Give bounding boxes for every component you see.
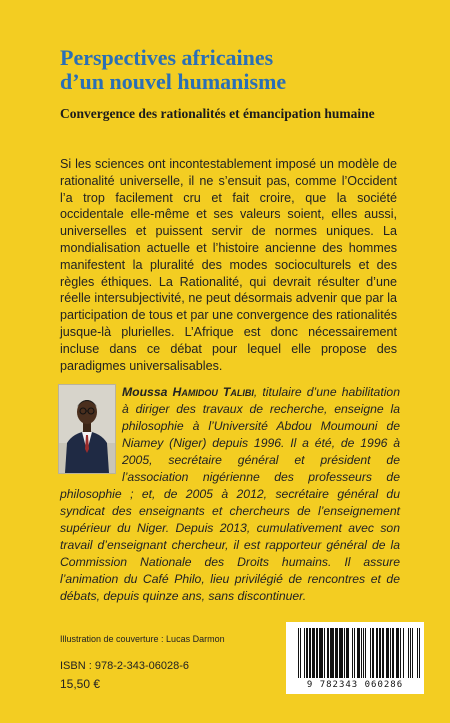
barcode-bar: [316, 628, 317, 678]
barcode-bar: [339, 628, 340, 678]
barcode-bar: [419, 628, 420, 678]
barcode-bar: [376, 628, 377, 678]
barcode-bar: [410, 628, 411, 678]
author-name: [122, 385, 254, 399]
barcode-bar: [330, 628, 331, 678]
book-subtitle: Convergence des rationalités et émancipation humaine: [60, 106, 375, 121]
barcode-bar: [317, 628, 318, 678]
barcode-bar: [342, 628, 343, 678]
barcode-bar: [346, 628, 347, 678]
barcode-bar: [386, 628, 387, 678]
barcode-bar: [380, 628, 381, 678]
barcode-bar: [306, 628, 307, 678]
barcode-bar: [383, 628, 384, 678]
barcode-bar: [388, 628, 389, 678]
barcode-bar: [400, 628, 401, 678]
barcode-bar: [312, 628, 313, 678]
barcode-bar: [363, 628, 364, 678]
barcode: [286, 622, 424, 694]
barcode-bar: [393, 628, 394, 678]
barcode-bar: [337, 628, 338, 678]
barcode-bar: [370, 628, 371, 678]
barcode-bar: [396, 628, 397, 678]
barcode-bar: [320, 628, 321, 678]
barcode-bar: [332, 628, 333, 678]
barcode-bar: [357, 628, 358, 678]
barcode-bar: [382, 628, 383, 678]
barcode-bar: [341, 628, 342, 678]
isbn: ISBN : 978-2-343-06028-6: [60, 660, 190, 672]
barcode-bar: [347, 628, 348, 678]
barcode-bar: [319, 628, 320, 678]
barcode-bar: [392, 628, 393, 678]
barcode-bar: [365, 628, 366, 678]
barcode-bar: [398, 628, 399, 678]
summary-text: [60, 156, 397, 374]
barcode-bar: [348, 628, 349, 678]
barcode-bar: [397, 628, 398, 678]
barcode-bar: [298, 628, 299, 678]
book-title-line-1: Perspectives africaines: [60, 45, 274, 70]
barcode-bar: [300, 628, 301, 678]
barcode-bar: [408, 628, 409, 678]
barcode-bar: [328, 628, 329, 678]
barcode-bar: [322, 628, 323, 678]
barcode-bar: [309, 628, 310, 678]
barcode-bar: [354, 628, 355, 678]
barcode-bar: [403, 628, 404, 678]
barcode-bar: [372, 628, 373, 678]
barcode-bar: [340, 628, 341, 678]
barcode-bar: [344, 628, 345, 678]
barcode-bar: [361, 628, 362, 678]
barcode-bar: [373, 628, 374, 678]
barcode-bar: [335, 628, 336, 678]
barcode-bar: [359, 628, 360, 678]
barcode-bar: [387, 628, 388, 678]
barcode-bar: [417, 628, 418, 678]
barcode-bar: [310, 628, 311, 678]
barcode-bar: [352, 628, 353, 678]
summary-paragraph: Si les sciences ont incontestablement imposé un modèle de rationalité universelle, il ne s’ensuit pas, comme l’Occident l’a trop facilement cru et fait croire, que la société occidentale elle-même et ses valeurs soient, elles aussi, universelles et puissent servir de normes uniques. La mondialisation actuelle et l’histoire ancienne des hommes manifestent la pluralité des modes socioculturels et des règles éthiques. La Rationalité, qui devrait résulter d’une réelle intersubjectivité, ne peut désormais advenir que par la participation de tous et par une convergence des rationalités jusque-là plurielles. L’Afrique est donc nécessairement incluse dans ce débat pour lequel elle propose des paradigmes universalisables.: [60, 157, 397, 373]
barcode-bar: [313, 628, 314, 678]
author-bio-text: , titulaire d’une habilitation à diriger des travaux de recherche, enseigne la philosophie à l’Université Abdou Moumouni de Niamey (Niger) depuis 1996. Il a été, de 1996 à 2005, secrétaire général et président de l’association nigérienne des professeurs de philosophie ; et, de 2005 à 2012, secrétaire général du syndicat des enseignants et chercheurs de l’enseignement supérieur du Niger. Depuis 2013, cumulativement avec son travail d’enseignant chercheur, il est rapporteur général de la Commission Nationale des Droits humains. Il assure l’animation du Café Philo, lieu privilégié de rencontres et de débats, depuis quinze ans, sans discontinuer.: [60, 385, 400, 603]
cover-illustration-credit: Illustration de couverture : Lucas Darmon: [60, 634, 225, 644]
barcode-bar: [336, 628, 337, 678]
barcode-bar: [412, 628, 413, 678]
price: 15,50 €: [60, 677, 101, 691]
barcode-bar: [377, 628, 378, 678]
barcode-bar: [333, 628, 334, 678]
barcode-bar: [331, 628, 332, 678]
book-title: [60, 46, 420, 94]
barcode-bars: [286, 622, 424, 682]
barcode-bar: [304, 628, 305, 678]
barcode-bar: [314, 628, 315, 678]
author-bio: [60, 384, 400, 605]
barcode-bar: [358, 628, 359, 678]
barcode-bar: [327, 628, 328, 678]
barcode-bar: [379, 628, 380, 678]
barcode-bar: [307, 628, 308, 678]
barcode-bar: [321, 628, 322, 678]
author-last-names: Hamidou Talibi: [172, 385, 254, 399]
barcode-bar: [390, 628, 391, 678]
book-title-line-2: d’un nouvel humanisme: [60, 69, 287, 94]
barcode-number: 9 782343 060286: [306, 680, 404, 690]
author-first-name: Moussa: [122, 385, 168, 399]
barcode-bar: [324, 628, 325, 678]
